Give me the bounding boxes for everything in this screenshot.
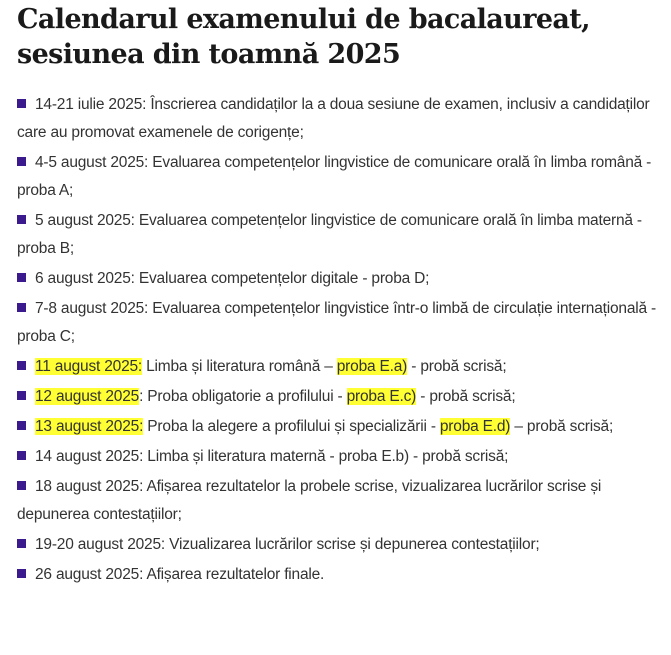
list-item-highlighted (17, 413, 667, 441)
square-bullet-icon (17, 569, 26, 578)
item-text: Evaluarea competențelor lingvistice de comunicare orală în limba română - proba A; (17, 154, 652, 199)
list-item-highlighted (17, 383, 667, 411)
item-text-tail: – probă scrisă; (510, 418, 614, 435)
item-date: 4-5 august 2025: (35, 154, 149, 171)
square-bullet-icon (17, 451, 26, 460)
list-item (17, 531, 667, 559)
item-text: Afișarea rezultatelor finale. (143, 566, 325, 583)
item-date: 5 august 2025: (35, 212, 135, 229)
proba-highlighted: proba E.c) (346, 388, 417, 405)
item-date-highlighted: 12 august 2025 (35, 388, 140, 405)
item-date-colon: : (139, 388, 144, 405)
item-date: 14-21 iulie 2025: (35, 96, 147, 113)
list-item (17, 473, 667, 529)
square-bullet-icon (17, 215, 26, 224)
list-item-highlighted (17, 353, 667, 381)
item-text: Afișarea rezultatelor la probele scrise, vizualizarea lucrărilor scrise și depunerea contestațiilor; (17, 478, 602, 523)
list-item (17, 443, 667, 471)
item-text: Înscrierea candidaților la a doua sesiune de examen, inclusiv a candidaților care au promovat examenele de corigențe; (17, 96, 650, 141)
item-text: Evaluarea competențelor lingvistice într-o limbă de circulație internațională - proba C; (17, 300, 656, 345)
item-text-tail: - probă scrisă; (416, 388, 516, 405)
square-bullet-icon (17, 421, 26, 430)
square-bullet-icon (17, 273, 26, 282)
list-item (17, 207, 667, 263)
square-bullet-icon (17, 303, 26, 312)
item-date: 14 august 2025: (35, 448, 144, 465)
item-date: 6 august 2025: (35, 270, 135, 287)
list-item (17, 295, 667, 351)
item-date-highlighted: 13 august 2025: (35, 418, 144, 435)
proba-highlighted: proba E.a) (336, 358, 408, 375)
square-bullet-icon (17, 481, 26, 490)
square-bullet-icon (17, 157, 26, 166)
item-text: Limba și literatura română – (142, 358, 337, 375)
item-text: Proba obligatorie a profilului - (143, 388, 347, 405)
item-text: Limba și literatura maternă - proba E.b) - probă scrisă; (143, 448, 509, 465)
item-date: 26 august 2025: (35, 566, 144, 583)
list-item (17, 91, 667, 147)
square-bullet-icon (17, 99, 26, 108)
list-item (17, 561, 667, 589)
square-bullet-icon (17, 539, 26, 548)
page-title: Calendarul examenului de bacalaureat, sesiunea din toamnă 2025 (17, 4, 590, 70)
item-text-tail: - probă scrisă; (407, 358, 507, 375)
item-date: 7-8 august 2025: (35, 300, 149, 317)
item-date: 18 august 2025: (35, 478, 144, 495)
exam-calendar-list (17, 91, 667, 591)
item-date-highlighted: 11 august 2025: (35, 358, 143, 375)
square-bullet-icon (17, 391, 26, 400)
proba-highlighted: proba E.d) (439, 418, 511, 435)
item-text: Evaluarea competențelor lingvistice de comunicare orală în limba maternă - proba B; (17, 212, 642, 257)
item-date: 19-20 august 2025: (35, 536, 165, 553)
item-text: Proba la alegere a profilului și specializării - (143, 418, 440, 435)
item-text: Vizualizarea lucrărilor scrise și depunerea contestațiilor; (164, 536, 540, 553)
square-bullet-icon (17, 361, 26, 370)
list-item (17, 149, 667, 205)
list-item (17, 265, 667, 293)
item-text: Evaluarea competențelor digitale - proba D; (134, 270, 430, 287)
